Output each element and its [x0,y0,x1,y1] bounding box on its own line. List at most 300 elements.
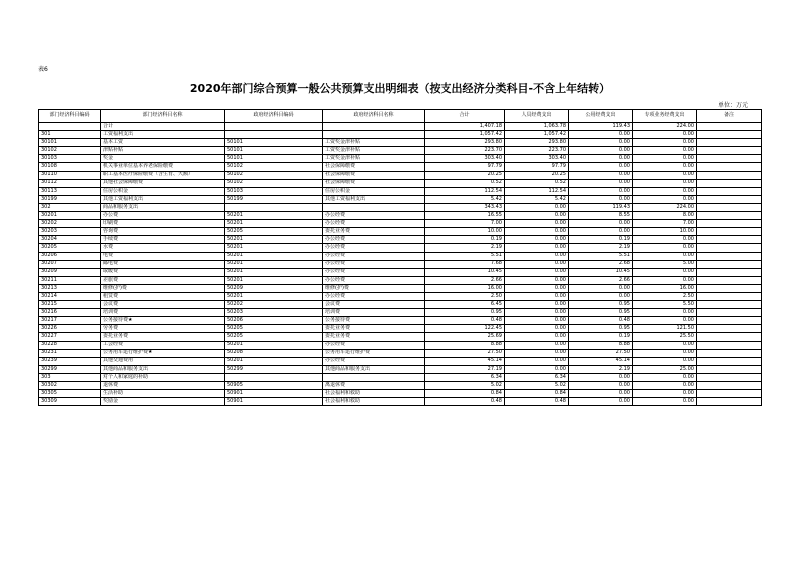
special-cell: 8.00 [633,212,697,220]
personnel-cell: 0.00 [505,203,569,211]
personnel-cell: 0.00 [505,276,569,284]
special-cell: 0.00 [633,373,697,381]
table-row [39,179,762,187]
table-row [39,123,762,131]
table-row [39,292,762,300]
note-cell [697,292,762,300]
gov-name-cell: 办公经费 [323,292,425,300]
dept-code-cell: 30201 [39,212,101,220]
public-cell: 8.88 [569,341,633,349]
gov-code-cell: 50201 [225,236,323,244]
gov-code-cell [225,123,323,131]
header-cell: 专项业务经费支出 [633,110,697,123]
gov-code-cell: 50201 [225,292,323,300]
note-cell [697,155,762,163]
budget-table [38,109,762,406]
dept-code-cell: 30204 [39,236,101,244]
total-cell: 112.54 [425,187,505,195]
gov-name-cell: 办公经费 [323,341,425,349]
gov-code-cell [225,373,323,381]
dept-name-cell: 取暖费 [101,268,225,276]
personnel-cell: 0.00 [505,260,569,268]
table-row [39,365,762,373]
gov-name-cell: 维修(护)费 [323,284,425,292]
total-cell: 5.51 [425,252,505,260]
special-cell: 5.00 [633,260,697,268]
gov-name-cell: 委托业务费 [323,333,425,341]
public-cell: 0.00 [569,373,633,381]
note-cell [697,244,762,252]
note-cell [697,333,762,341]
personnel-cell: 293.80 [505,139,569,147]
note-cell [697,187,762,195]
gov-name-cell: 办公经费 [323,236,425,244]
personnel-cell: 112.54 [505,187,569,195]
personnel-cell: 5.42 [505,195,569,203]
total-cell: 7.00 [425,220,505,228]
header-cell: 公用经费支出 [569,110,633,123]
table-row [39,220,762,228]
public-cell: 45.14 [569,357,633,365]
dept-code-cell: 301 [39,131,101,139]
dept-name-cell: 租赁费 [101,292,225,300]
dept-name-cell: 维修(护)费 [101,284,225,292]
personnel-cell: 20.25 [505,171,569,179]
personnel-cell: 0.00 [505,268,569,276]
header-cell: 政府经济科目名称 [323,110,425,123]
dept-code-cell: 30239 [39,357,101,365]
dept-name-cell: 商品和服务支出 [101,203,225,211]
dept-name-cell: 工资福利支出 [101,131,225,139]
special-cell: 0.00 [633,236,697,244]
note-cell [697,179,762,187]
personnel-cell: 97.79 [505,163,569,171]
gov-code-cell: 50209 [225,284,323,292]
total-cell: 8.88 [425,341,505,349]
table-row [39,373,762,381]
gov-code-cell: 50202 [225,301,323,309]
personnel-cell: 0.00 [505,292,569,300]
gov-name-cell: 社会保障缴费 [323,171,425,179]
total-cell: 0.84 [425,390,505,398]
public-cell: 0.19 [569,333,633,341]
dept-name-cell: 电费 [101,252,225,260]
table-row [39,187,762,195]
dept-code-cell: 30211 [39,276,101,284]
public-cell: 0.00 [569,390,633,398]
gov-code-cell: 50201 [225,220,323,228]
public-cell: 0.00 [569,187,633,195]
dept-name-cell: 差旅费 [101,276,225,284]
total-cell: 122.45 [425,325,505,333]
dept-name-cell: 职工基本医疗保险缴费（含生育、大额） [101,171,225,179]
gov-name-cell: 办公经费 [323,244,425,252]
gov-code-cell: 50199 [225,195,323,203]
public-cell: 2.68 [569,260,633,268]
gov-name-cell: 办公经费 [323,252,425,260]
dept-code-cell: 30213 [39,284,101,292]
special-cell: 0.00 [633,187,697,195]
gov-name-cell: 培训费 [323,309,425,317]
dept-code-cell: 30113 [39,187,101,195]
gov-code-cell: 50101 [225,147,323,155]
dept-code-cell: 30112 [39,179,101,187]
public-cell: 2.66 [569,276,633,284]
gov-code-cell: 50203 [225,309,323,317]
unit-label: 单位：万元 [718,102,749,109]
dept-code-cell: 30216 [39,309,101,317]
personnel-cell: 0.00 [505,349,569,357]
special-cell: 0.00 [633,341,697,349]
personnel-cell: 0.52 [505,179,569,187]
total-cell: 0.52 [425,179,505,187]
table-row [39,341,762,349]
note-cell [697,163,762,171]
public-cell: 119.43 [569,123,633,131]
dept-name-cell: 基本工资 [101,139,225,147]
public-cell: 2.19 [569,365,633,373]
table-row [39,171,762,179]
table-row [39,252,762,260]
personnel-cell: 1,063.78 [505,123,569,131]
gov-code-cell: 50206 [225,317,323,325]
note-cell [697,260,762,268]
total-cell: 1,057.42 [425,131,505,139]
table-row [39,139,762,147]
dept-code-cell: 30110 [39,171,101,179]
table-row [39,357,762,365]
gov-name-cell: 委托业务费 [323,228,425,236]
dept-name-cell: 奖励金 [101,398,225,406]
total-cell: 0.48 [425,317,505,325]
table-row [39,309,762,317]
public-cell: 0.19 [569,236,633,244]
dept-code-cell: 30231 [39,349,101,357]
total-cell: 25.69 [425,333,505,341]
gov-code-cell: 50201 [225,260,323,268]
note-cell [697,212,762,220]
gov-code-cell: 50901 [225,398,323,406]
dept-code-cell: 30305 [39,390,101,398]
dept-code-cell: 30206 [39,252,101,260]
dept-code-cell: 30217 [39,317,101,325]
dept-code-cell: 30207 [39,260,101,268]
public-cell: 0.00 [569,195,633,203]
gov-name-cell: 公务用车运行维护费 [323,349,425,357]
public-cell: 0.95 [569,309,633,317]
gov-code-cell: 50101 [225,139,323,147]
personnel-cell: 0.84 [505,390,569,398]
gov-code-cell: 50103 [225,187,323,195]
special-cell: 0.00 [633,382,697,390]
public-cell: 119.43 [569,203,633,211]
dept-code-cell: 303 [39,373,101,381]
gov-name-cell: 其他商品和服务支出 [323,365,425,373]
total-cell: 10.00 [425,228,505,236]
public-cell: 8.55 [569,212,633,220]
dept-code-cell: 302 [39,203,101,211]
special-cell: 0.00 [633,195,697,203]
personnel-cell: 0.00 [505,212,569,220]
gov-code-cell: 50201 [225,276,323,284]
dept-code-cell: 30102 [39,147,101,155]
dept-name-cell: 住房公积金 [101,187,225,195]
dept-name-cell: 劳务费 [101,325,225,333]
gov-code-cell: 50201 [225,341,323,349]
personnel-cell: 0.00 [505,228,569,236]
table-row [39,276,762,284]
public-cell: 0.00 [569,139,633,147]
dept-code-cell: 30227 [39,333,101,341]
special-cell: 0.00 [633,268,697,276]
table-row [39,260,762,268]
dept-name-cell: 委托业务费 [101,333,225,341]
table-row [39,212,762,220]
dept-name-cell: 会议费 [101,301,225,309]
special-cell: 0.00 [633,252,697,260]
public-cell: 10.45 [569,268,633,276]
special-cell: 0.00 [633,357,697,365]
special-cell: 16.00 [633,284,697,292]
personnel-cell: 0.00 [505,317,569,325]
special-cell: 10.00 [633,228,697,236]
gov-code-cell [225,203,323,211]
dept-code-cell: 30103 [39,155,101,163]
gov-code-cell: 50102 [225,171,323,179]
special-cell: 0.00 [633,163,697,171]
public-cell: 0.00 [569,171,633,179]
sheet-tag: 表6 [38,66,48,73]
table-row [39,236,762,244]
note-cell [697,131,762,139]
gov-name-cell: 公务接待费 [323,317,425,325]
table-row [39,390,762,398]
special-cell: 0.00 [633,317,697,325]
gov-code-cell: 50905 [225,382,323,390]
gov-name-cell: 办公经费 [323,268,425,276]
header-cell: 合计 [425,110,505,123]
special-cell: 2.50 [633,292,697,300]
dept-name-cell: 手续费 [101,236,225,244]
special-cell: 0.00 [633,244,697,252]
public-cell: 2.19 [569,244,633,252]
table-row [39,398,762,406]
dept-name-cell: 培训费 [101,309,225,317]
note-cell [697,390,762,398]
special-cell: 0.00 [633,131,697,139]
gov-name-cell: 住房公积金 [323,187,425,195]
personnel-cell: 0.00 [505,284,569,292]
dept-name-cell: 办公费 [101,212,225,220]
page-title: 2020年部门综合预算一般公共预算支出明细表（按支出经济分类科目-不含上年结转） [189,82,611,95]
table-row [39,155,762,163]
dept-name-cell: 其他工资福利支出 [101,195,225,203]
personnel-cell: 1,057.42 [505,131,569,139]
dept-name-cell: 津贴补贴 [101,147,225,155]
note-cell [697,398,762,406]
personnel-cell: 0.00 [505,301,569,309]
note-cell [697,236,762,244]
note-cell [697,341,762,349]
table-row [39,228,762,236]
note-cell [697,123,762,131]
dept-name-cell: 奖金 [101,155,225,163]
personnel-cell: 0.00 [505,220,569,228]
dept-code-cell: 30199 [39,195,101,203]
header-cell: 人员经费支出 [505,110,569,123]
gov-name-cell: 离退休费 [323,382,425,390]
note-cell [697,276,762,284]
public-cell: 0.00 [569,284,633,292]
dept-code-cell: 30215 [39,301,101,309]
dept-name-cell: 咨询费 [101,228,225,236]
special-cell: 0.00 [633,398,697,406]
public-cell: 0.00 [569,228,633,236]
dept-name-cell: 印刷费 [101,220,225,228]
public-cell: 27.50 [569,349,633,357]
dept-name-cell: 水费 [101,244,225,252]
table-row [39,195,762,203]
dept-name-cell: 公务接待费★ [101,317,225,325]
total-cell: 2.19 [425,244,505,252]
dept-code-cell: 30202 [39,220,101,228]
personnel-cell: 5.02 [505,382,569,390]
table-row [39,244,762,252]
public-cell: 0.00 [569,163,633,171]
personnel-cell: 0.00 [505,325,569,333]
table-row [39,147,762,155]
total-cell: 20.25 [425,171,505,179]
dept-name-cell: 机关事业单位基本养老保险缴费 [101,163,225,171]
special-cell: 0.00 [633,390,697,398]
gov-name-cell: 办公经费 [323,220,425,228]
public-cell: 0.00 [569,155,633,163]
dept-name-cell: 工会经费 [101,341,225,349]
table-row [39,284,762,292]
header-cell: 政府经济科目编码 [225,110,323,123]
personnel-cell: 0.00 [505,365,569,373]
total-cell: 303.40 [425,155,505,163]
table-row [39,163,762,171]
gov-name-cell: 办公经费 [323,212,425,220]
dept-code-cell: 30205 [39,244,101,252]
table-row [39,333,762,341]
note-cell [697,203,762,211]
personnel-cell: 0.00 [505,357,569,365]
special-cell: 0.00 [633,309,697,317]
gov-name-cell: 委托业务费 [323,325,425,333]
note-cell [697,301,762,309]
personnel-cell: 0.00 [505,236,569,244]
personnel-cell: 0.00 [505,244,569,252]
dept-code-cell: 30309 [39,398,101,406]
public-cell: 5.51 [569,252,633,260]
gov-code-cell: 50201 [225,357,323,365]
header-cell: 备注 [697,110,762,123]
dept-code-cell: 30226 [39,325,101,333]
note-cell [697,373,762,381]
dept-code-cell: 30203 [39,228,101,236]
table-row [39,349,762,357]
total-cell: 6.45 [425,301,505,309]
total-cell: 10.45 [425,268,505,276]
note-cell [697,365,762,373]
gov-name-cell [323,131,425,139]
public-cell: 0.95 [569,301,633,309]
dept-name-cell: 退休费 [101,382,225,390]
note-cell [697,382,762,390]
dept-name-cell: 其他商品和服务支出 [101,365,225,373]
table-row [39,301,762,309]
personnel-cell: 6.34 [505,373,569,381]
total-cell: 97.79 [425,163,505,171]
total-cell: 7.68 [425,260,505,268]
table-row [39,325,762,333]
gov-code-cell: 50201 [225,212,323,220]
note-cell [697,268,762,276]
total-cell: 0.48 [425,398,505,406]
total-cell: 27.19 [425,365,505,373]
table-row [39,382,762,390]
gov-name-cell [323,123,425,131]
personnel-cell: 0.00 [505,333,569,341]
gov-code-cell: 50208 [225,349,323,357]
dept-code-cell: 30108 [39,163,101,171]
gov-name-cell: 办公经费 [323,357,425,365]
note-cell [697,317,762,325]
special-cell: 0.00 [633,147,697,155]
note-cell [697,284,762,292]
public-cell: 0.00 [569,382,633,390]
table-row [39,268,762,276]
public-cell: 0.95 [569,325,633,333]
special-cell: 224.00 [633,123,697,131]
gov-code-cell: 50102 [225,179,323,187]
gov-name-cell: 办公经费 [323,260,425,268]
personnel-cell: 0.00 [505,341,569,349]
special-cell: 25.50 [633,333,697,341]
special-cell: 7.00 [633,220,697,228]
gov-name-cell: 工资奖金津补贴 [323,139,425,147]
gov-code-cell: 50901 [225,390,323,398]
gov-name-cell: 办公经费 [323,276,425,284]
gov-code-cell: 50205 [225,228,323,236]
dept-name-cell: 对个人和家庭的补助 [101,373,225,381]
gov-code-cell: 50102 [225,163,323,171]
total-cell: 5.02 [425,382,505,390]
gov-code-cell: 50205 [225,325,323,333]
dept-code-cell: 30209 [39,268,101,276]
public-cell: 0.00 [569,179,633,187]
total-cell: 0.95 [425,309,505,317]
total-cell: 45.14 [425,357,505,365]
dept-name-cell: 其他交通费用 [101,357,225,365]
special-cell: 0.00 [633,139,697,147]
total-cell: 2.66 [425,276,505,284]
special-cell: 121.50 [633,325,697,333]
special-cell: 25.00 [633,365,697,373]
total-cell: 223.70 [425,147,505,155]
note-cell [697,228,762,236]
dept-code-cell: 30302 [39,382,101,390]
total-cell: 16.00 [425,284,505,292]
gov-code-cell: 50299 [225,365,323,373]
note-cell [697,357,762,365]
total-cell: 0.19 [425,236,505,244]
dept-name-cell: 生活补助 [101,390,225,398]
gov-code-cell [225,131,323,139]
gov-name-cell: 其他工资福利支出 [323,195,425,203]
